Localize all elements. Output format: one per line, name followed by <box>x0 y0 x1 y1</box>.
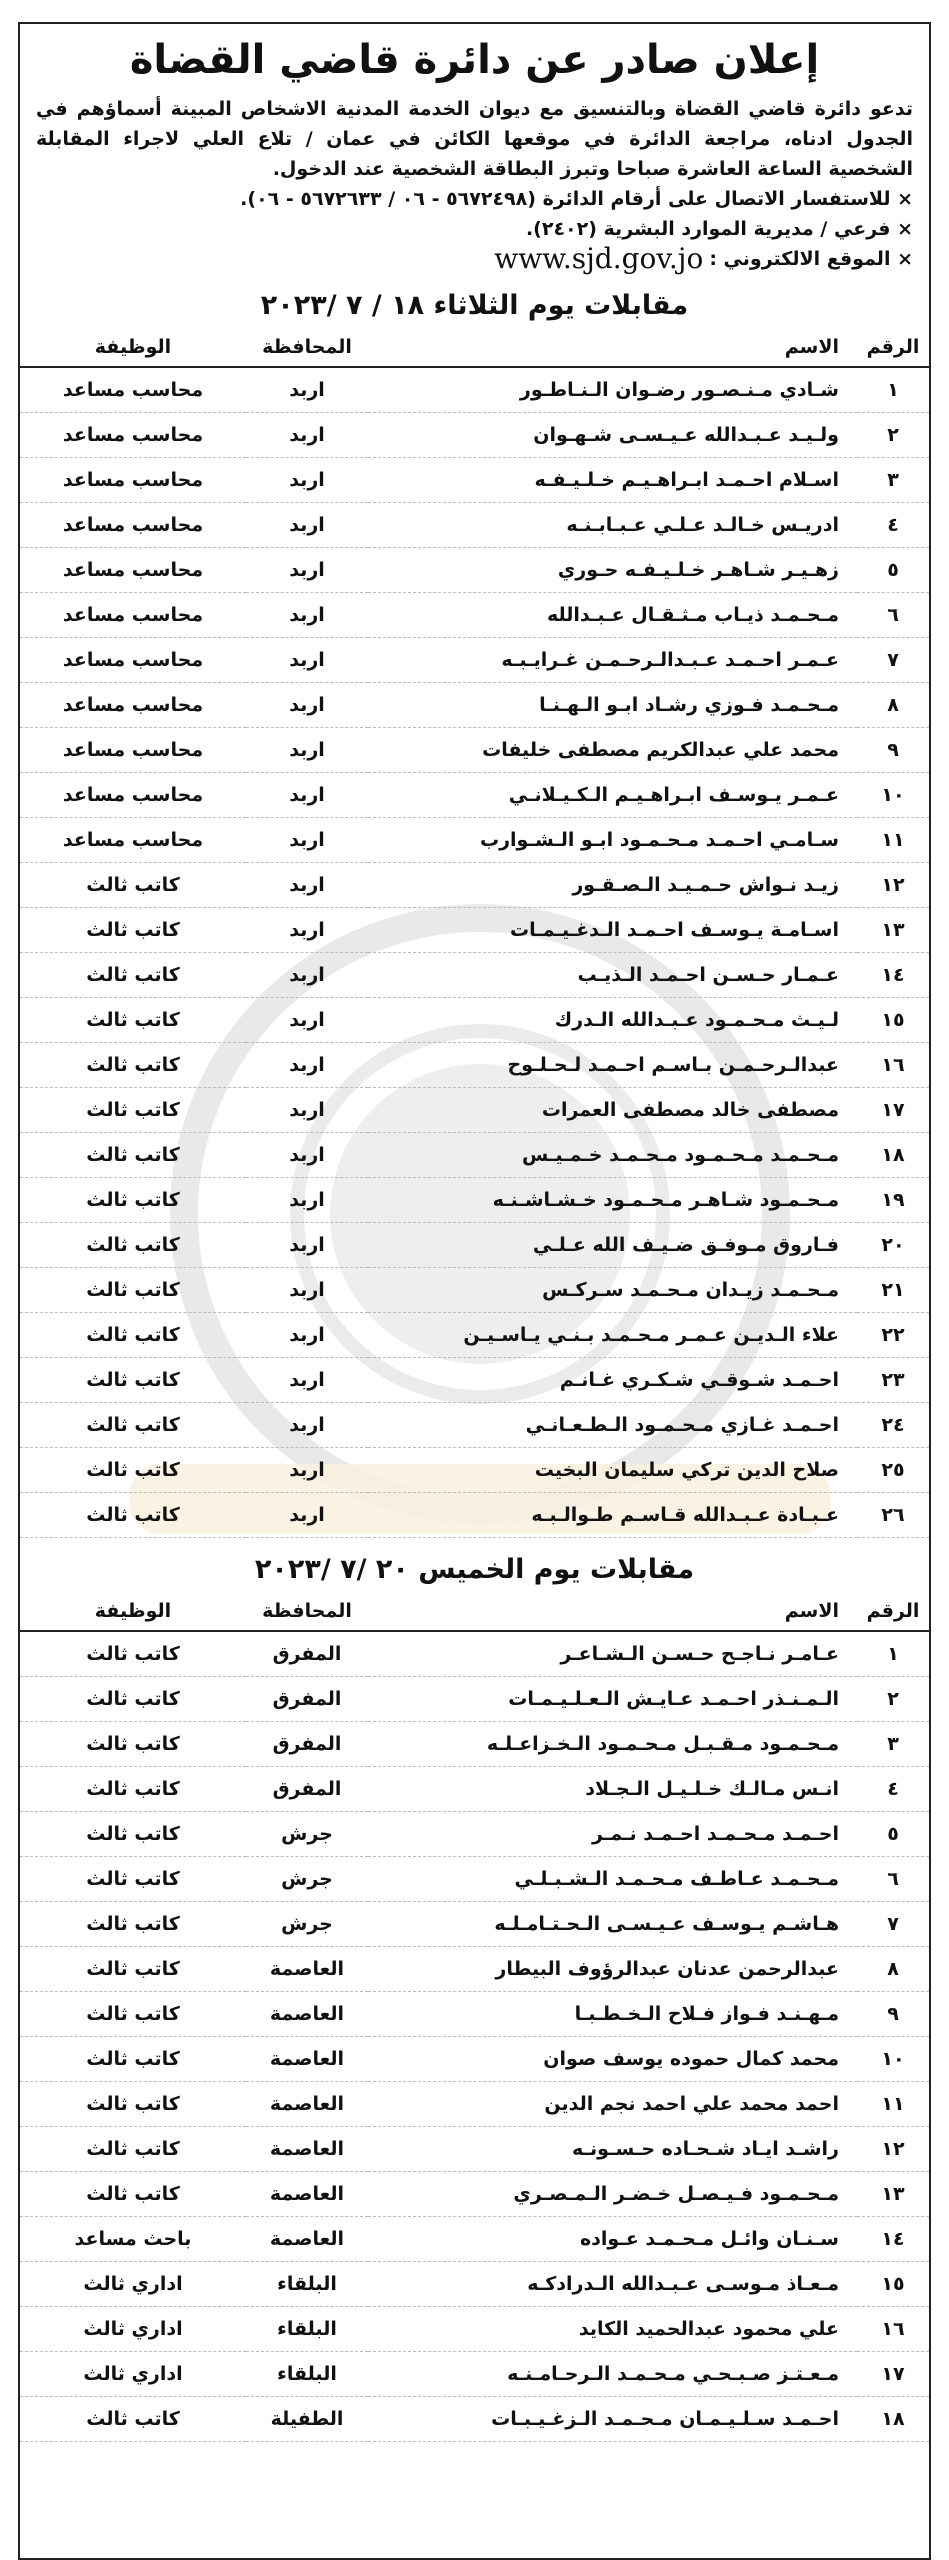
header-job: الوظيفة <box>20 328 246 367</box>
row-number: ٢٥ <box>857 1448 929 1493</box>
table-row <box>20 863 929 908</box>
header-job: الوظيفة <box>20 1592 246 1631</box>
row-number: ٧ <box>857 1902 929 1947</box>
job-title: كاتب ثالث <box>20 2127 246 2172</box>
row-number: ١٨ <box>857 1133 929 1178</box>
table-row <box>20 2082 929 2127</box>
day1-rows <box>20 367 929 1538</box>
row-number: ١٦ <box>857 1043 929 1088</box>
table-row <box>20 1313 929 1358</box>
governorate: المفرق <box>246 1767 368 1812</box>
candidate-name: سـنـان وائـل مـحـمـد عـواده <box>368 2217 857 2262</box>
row-number: ١٠ <box>857 2037 929 2082</box>
row-number: ٥ <box>857 1812 929 1857</box>
governorate: اربد <box>246 1403 368 1448</box>
row-number: ١٤ <box>857 953 929 998</box>
table-row <box>20 953 929 998</box>
candidate-name: مـحـمـود مـقـبـل مـحـمـود الـخـزاعـلـه <box>368 1722 857 1767</box>
candidate-name: مـحـمـد عـاطـف مـحـمـد الـشـبـلـي <box>368 1857 857 1902</box>
candidate-name: عبدالرحمن عدنان عبدالرؤوف البيطار <box>368 1947 857 1992</box>
candidate-name: مـحـمـود شـاهـر مـحـمـود خـشـاشـنـه <box>368 1178 857 1223</box>
table-row <box>20 998 929 1043</box>
row-number: ١ <box>857 1631 929 1677</box>
intro-paragraph: تدعو دائرة قاضي القضاة وبالتنسيق مع ديوان الخدمة المدنية الاشخاص المبينة أسماؤهم في الجدول ادناه، مراجعة الدائرة في موقعها الكائن في عمان / تلاع العلي لاجراء المقابلة الشخصية الساعة العاشرة صباحا وتبرز البطاقة الشخصية عند الدخول. <box>36 98 913 180</box>
row-number: ٨ <box>857 683 929 728</box>
candidate-name: مـهـنـد فـواز فـلاح الـخـطـبـا <box>368 1992 857 2037</box>
job-title: كاتب ثالث <box>20 1358 246 1403</box>
job-title: محاسب مساعد <box>20 593 246 638</box>
governorate: العاصمة <box>246 2217 368 2262</box>
governorate: المفرق <box>246 1722 368 1767</box>
day1-header-row <box>20 328 929 367</box>
row-number: ١ <box>857 367 929 413</box>
day2-rows <box>20 1631 929 2442</box>
candidate-name: مـحـمـد فـوزي رشـاد ابـو الـهـنـا <box>368 683 857 728</box>
row-number: ١٠ <box>857 773 929 818</box>
table-row <box>20 1358 929 1403</box>
job-title: كاتب ثالث <box>20 1133 246 1178</box>
candidate-name: هـاشـم يـوسـف عـيـسـى الـحـتـامـلـه <box>368 1902 857 1947</box>
table-row <box>20 1268 929 1313</box>
candidate-name: عـمـر احـمـد عـبـدالـرحـمـن غـرايـبـه <box>368 638 857 683</box>
row-number: ١٣ <box>857 908 929 953</box>
table-row <box>20 1767 929 1812</box>
table-row <box>20 593 929 638</box>
governorate: العاصمة <box>246 1947 368 1992</box>
table-row <box>20 1493 929 1538</box>
governorate: جرش <box>246 1812 368 1857</box>
job-title: محاسب مساعد <box>20 548 246 593</box>
governorate: العاصمة <box>246 2127 368 2172</box>
governorate: اربد <box>246 998 368 1043</box>
candidate-name: لـيـث مـحـمـود عـبـدالله الـدرك <box>368 998 857 1043</box>
job-title: باحث مساعد <box>20 2217 246 2262</box>
candidate-name: علاء الـديـن عـمـر مـحـمـد بـنـي يـاسـيـن <box>368 1313 857 1358</box>
job-title: كاتب ثالث <box>20 863 246 908</box>
governorate: اربد <box>246 1493 368 1538</box>
contact-line-phone: × للاستفسار الاتصال على أرقام الدائرة (٥٦٧٢٤٩٨ - ٠٦ / ٥٦٧٢٦٣٣ - ٠٦). <box>240 188 913 210</box>
contact-line-extension: × فرعي / مديرية الموارد البشرية (٢٤٠٢). <box>525 218 913 240</box>
row-number: ٢١ <box>857 1268 929 1313</box>
job-title: كاتب ثالث <box>20 2172 246 2217</box>
table-row <box>20 1631 929 1677</box>
governorate: اربد <box>246 1268 368 1313</box>
row-number: ٦ <box>857 593 929 638</box>
governorate: اربد <box>246 1043 368 1088</box>
row-number: ١٧ <box>857 2352 929 2397</box>
governorate: اربد <box>246 863 368 908</box>
contact-info <box>20 184 929 274</box>
candidate-name: شـادي مـنـصـور رضـوان الـنـاطـور <box>368 367 857 413</box>
job-title: محاسب مساعد <box>20 683 246 728</box>
job-title: كاتب ثالث <box>20 2397 246 2442</box>
table-row <box>20 2352 929 2397</box>
table-row <box>20 2217 929 2262</box>
governorate: المفرق <box>246 1631 368 1677</box>
table-row <box>20 367 929 413</box>
table-row <box>20 908 929 953</box>
governorate: اربد <box>246 908 368 953</box>
governorate: اربد <box>246 1088 368 1133</box>
governorate: اربد <box>246 367 368 413</box>
row-number: ١٥ <box>857 998 929 1043</box>
governorate: اربد <box>246 818 368 863</box>
table-row <box>20 2127 929 2172</box>
job-title: كاتب ثالث <box>20 908 246 953</box>
header-name: الاسم <box>368 328 857 367</box>
governorate: اربد <box>246 1223 368 1268</box>
row-number: ١٨ <box>857 2397 929 2442</box>
day2-heading: مقابلات يوم الخميس ٢٠ /٧ /٢٠٢٣ <box>254 1554 695 1585</box>
governorate: اربد <box>246 593 368 638</box>
row-number: ١٥ <box>857 2262 929 2307</box>
row-number: ٢٦ <box>857 1493 929 1538</box>
candidate-name: راشـد ايـاد شـحـاده حـسـونـه <box>368 2127 857 2172</box>
governorate: اربد <box>246 683 368 728</box>
job-title: كاتب ثالث <box>20 1178 246 1223</box>
row-number: ٢٠ <box>857 1223 929 1268</box>
candidate-name: ادريـس خـالـد عـلـي عـبـابـنـه <box>368 503 857 548</box>
job-title: محاسب مساعد <box>20 458 246 503</box>
candidate-name: صلاح الدين تركي سليمان البخيت <box>368 1448 857 1493</box>
job-title: اداري ثالث <box>20 2307 246 2352</box>
candidate-name: علي محمود عبدالحميد الكايد <box>368 2307 857 2352</box>
candidate-name: مـحـمـد ذيـاب مـثـقـال عـبـدالله <box>368 593 857 638</box>
candidate-name: احـمـد غـازي مـحـمـود الـطـعـانـي <box>368 1403 857 1448</box>
governorate: اربد <box>246 1448 368 1493</box>
table-row <box>20 503 929 548</box>
row-number: ٤ <box>857 1767 929 1812</box>
job-title: محاسب مساعد <box>20 638 246 683</box>
governorate: اربد <box>246 458 368 503</box>
table-row <box>20 458 929 503</box>
day2-header-row <box>20 1592 929 1631</box>
row-number: ٦ <box>857 1857 929 1902</box>
row-number: ١٢ <box>857 2127 929 2172</box>
candidate-name: احـمـد شـوقـي شـكـري غـانـم <box>368 1358 857 1403</box>
governorate: العاصمة <box>246 2172 368 2217</box>
table-row <box>20 1178 929 1223</box>
header-gov: المحافظة <box>246 1592 368 1631</box>
table-row <box>20 1902 929 1947</box>
table-row <box>20 1133 929 1178</box>
job-title: كاتب ثالث <box>20 1812 246 1857</box>
table-row <box>20 638 929 683</box>
candidate-name: مـحـمـود فـيـصـل خـضـر الـمـصـري <box>368 2172 857 2217</box>
candidate-name: الـمـنـذر احـمـد عـايـش الـعـلـيـمـات <box>368 1677 857 1722</box>
candidate-name: انـس مـالـك خـلـيـل الـجـلاد <box>368 1767 857 1812</box>
day1-heading: مقابلات يوم الثلاثاء ١٨ / ٧ /٢٠٢٣ <box>260 290 689 321</box>
governorate: اربد <box>246 1313 368 1358</box>
table-row <box>20 2262 929 2307</box>
candidate-name: محمد كمال حموده يوسف صوان <box>368 2037 857 2082</box>
job-title: اداري ثالث <box>20 2262 246 2307</box>
header-name: الاسم <box>368 1592 857 1631</box>
table-row <box>20 1448 929 1493</box>
job-title: محاسب مساعد <box>20 728 246 773</box>
row-number: ٣ <box>857 1722 929 1767</box>
table-row <box>20 1043 929 1088</box>
governorate: اربد <box>246 638 368 683</box>
governorate: البلقاء <box>246 2352 368 2397</box>
job-title: كاتب ثالث <box>20 1403 246 1448</box>
header-num: الرقم <box>857 1592 929 1631</box>
announcement-frame <box>18 22 931 2560</box>
job-title: محاسب مساعد <box>20 367 246 413</box>
table-row <box>20 2172 929 2217</box>
governorate: العاصمة <box>246 1992 368 2037</box>
governorate: جرش <box>246 1857 368 1902</box>
row-number: ٢٤ <box>857 1403 929 1448</box>
job-title: كاتب ثالث <box>20 1947 246 1992</box>
candidate-name: مـحـمـد مـحـمـود مـحـمـد خـمـيـس <box>368 1133 857 1178</box>
day1-table <box>20 328 929 1538</box>
job-title: كاتب ثالث <box>20 2037 246 2082</box>
governorate: اربد <box>246 548 368 593</box>
table-row <box>20 818 929 863</box>
candidate-name: محمد علي عبدالكريم مصطفى خليفات <box>368 728 857 773</box>
governorate: اربد <box>246 413 368 458</box>
candidate-name: عبدالـرحـمـن بـاسـم احـمـد لـحـلـوح <box>368 1043 857 1088</box>
table-row <box>20 773 929 818</box>
row-number: ٨ <box>857 1947 929 1992</box>
candidate-name: زيـد نـواش حـمـيـد الـصـقـور <box>368 863 857 908</box>
row-number: ١٦ <box>857 2307 929 2352</box>
row-number: ٩ <box>857 1992 929 2037</box>
governorate: اربد <box>246 503 368 548</box>
job-title: كاتب ثالث <box>20 953 246 998</box>
website-line <box>36 244 913 274</box>
governorate: اربد <box>246 953 368 998</box>
governorate: اربد <box>246 1358 368 1403</box>
governorate: العاصمة <box>246 2037 368 2082</box>
job-title: كاتب ثالث <box>20 1992 246 2037</box>
job-title: محاسب مساعد <box>20 818 246 863</box>
row-number: ١٤ <box>857 2217 929 2262</box>
governorate: البلقاء <box>246 2307 368 2352</box>
candidate-name: زهـيـر شـاهـر خـلـيـفـه حـوري <box>368 548 857 593</box>
job-title: كاتب ثالث <box>20 1767 246 1812</box>
job-title: كاتب ثالث <box>20 1088 246 1133</box>
website-link[interactable]: www.sjd.gov.jo <box>494 242 704 275</box>
candidate-name: سـامـي احـمـد مـحـمـود ابـو الـشـوارب <box>368 818 857 863</box>
job-title: كاتب ثالث <box>20 1268 246 1313</box>
table-row <box>20 1722 929 1767</box>
job-title: كاتب ثالث <box>20 1448 246 1493</box>
job-title: كاتب ثالث <box>20 1631 246 1677</box>
row-number: ١٩ <box>857 1178 929 1223</box>
governorate: اربد <box>246 1178 368 1223</box>
table-row <box>20 728 929 773</box>
table-row <box>20 1677 929 1722</box>
row-number: ٣ <box>857 458 929 503</box>
governorate: الطفيلة <box>246 2397 368 2442</box>
job-title: كاتب ثالث <box>20 1677 246 1722</box>
candidate-name: فـاروق مـوفـق ضـيـف الله عـلـي <box>368 1223 857 1268</box>
job-title: محاسب مساعد <box>20 503 246 548</box>
row-number: ١٣ <box>857 2172 929 2217</box>
candidate-name: اسـلام احـمـد ابـراهـيـم خـلـيـفـه <box>368 458 857 503</box>
announcement-title: إعلان صادر عن دائرة قاضي القضاة <box>129 37 820 83</box>
job-title: كاتب ثالث <box>20 1313 246 1358</box>
row-number: ٢٣ <box>857 1358 929 1403</box>
job-title: محاسب مساعد <box>20 773 246 818</box>
candidate-name: احمد محمد علي احمد نجم الدين <box>368 2082 857 2127</box>
candidate-name: مـعـتـز صـبـحـي مـحـمـد الـرحـامـنـه <box>368 2352 857 2397</box>
row-number: ١١ <box>857 818 929 863</box>
candidate-name: مـحـمـد زيـدان مـحـمـد سـركـس <box>368 1268 857 1313</box>
table-row <box>20 1223 929 1268</box>
candidate-name: عـبـادة عـبـدالله قـاسـم طـوالـبـه <box>368 1493 857 1538</box>
table-row <box>20 1088 929 1133</box>
row-number: ٩ <box>857 728 929 773</box>
job-title: كاتب ثالث <box>20 2082 246 2127</box>
job-title: كاتب ثالث <box>20 1223 246 1268</box>
row-number: ١٧ <box>857 1088 929 1133</box>
governorate: اربد <box>246 1133 368 1178</box>
candidate-name: احـمـد مـحـمـد احـمـد نـمـر <box>368 1812 857 1857</box>
header-gov: المحافظة <box>246 328 368 367</box>
website-label: × الموقع الالكتروني : <box>709 248 913 270</box>
row-number: ٢٢ <box>857 1313 929 1358</box>
candidate-name: عـمـار حـسـن احـمـد الـذيـب <box>368 953 857 998</box>
governorate: البلقاء <box>246 2262 368 2307</box>
job-title: كاتب ثالث <box>20 998 246 1043</box>
row-number: ٢ <box>857 413 929 458</box>
candidate-name: مـعـاذ مـوسـى عـبـدالله الـدرادكـه <box>368 2262 857 2307</box>
job-title: اداري ثالث <box>20 2352 246 2397</box>
governorate: اربد <box>246 728 368 773</box>
table-row <box>20 1992 929 2037</box>
table-row <box>20 683 929 728</box>
candidate-name: مصطفى خالد مصطفى العمرات <box>368 1088 857 1133</box>
job-title: كاتب ثالث <box>20 1902 246 1947</box>
table-row <box>20 2307 929 2352</box>
table-row <box>20 413 929 458</box>
job-title: كاتب ثالث <box>20 1493 246 1538</box>
governorate: جرش <box>246 1902 368 1947</box>
job-title: محاسب مساعد <box>20 413 246 458</box>
table-row <box>20 1403 929 1448</box>
candidate-name: عـامـر نـاجـح حـسـن الـشـاعـر <box>368 1631 857 1677</box>
row-number: ٥ <box>857 548 929 593</box>
row-number: ٢ <box>857 1677 929 1722</box>
row-number: ٤ <box>857 503 929 548</box>
row-number: ٧ <box>857 638 929 683</box>
governorate: اربد <box>246 773 368 818</box>
table-row <box>20 548 929 593</box>
table-row <box>20 1812 929 1857</box>
candidate-name: احـمـد سـلـيـمـان مـحـمـد الـزغـيـبـات <box>368 2397 857 2442</box>
governorate: العاصمة <box>246 2082 368 2127</box>
job-title: كاتب ثالث <box>20 1857 246 1902</box>
table-row <box>20 2037 929 2082</box>
governorate: المفرق <box>246 1677 368 1722</box>
table-row <box>20 1857 929 1902</box>
table-row <box>20 1947 929 1992</box>
candidate-name: اسـامـة يـوسـف احـمـد الـدغـيـمـات <box>368 908 857 953</box>
table-row <box>20 2397 929 2442</box>
candidate-name: عـمـر يـوسـف ابـراهـيـم الـكـيـلانـي <box>368 773 857 818</box>
row-number: ١١ <box>857 2082 929 2127</box>
day2-table <box>20 1592 929 2442</box>
row-number: ١٢ <box>857 863 929 908</box>
job-title: كاتب ثالث <box>20 1722 246 1767</box>
job-title: كاتب ثالث <box>20 1043 246 1088</box>
candidate-name: ولـيـد عـبـدالله عـيـسـى شـهـوان <box>368 413 857 458</box>
header-num: الرقم <box>857 328 929 367</box>
